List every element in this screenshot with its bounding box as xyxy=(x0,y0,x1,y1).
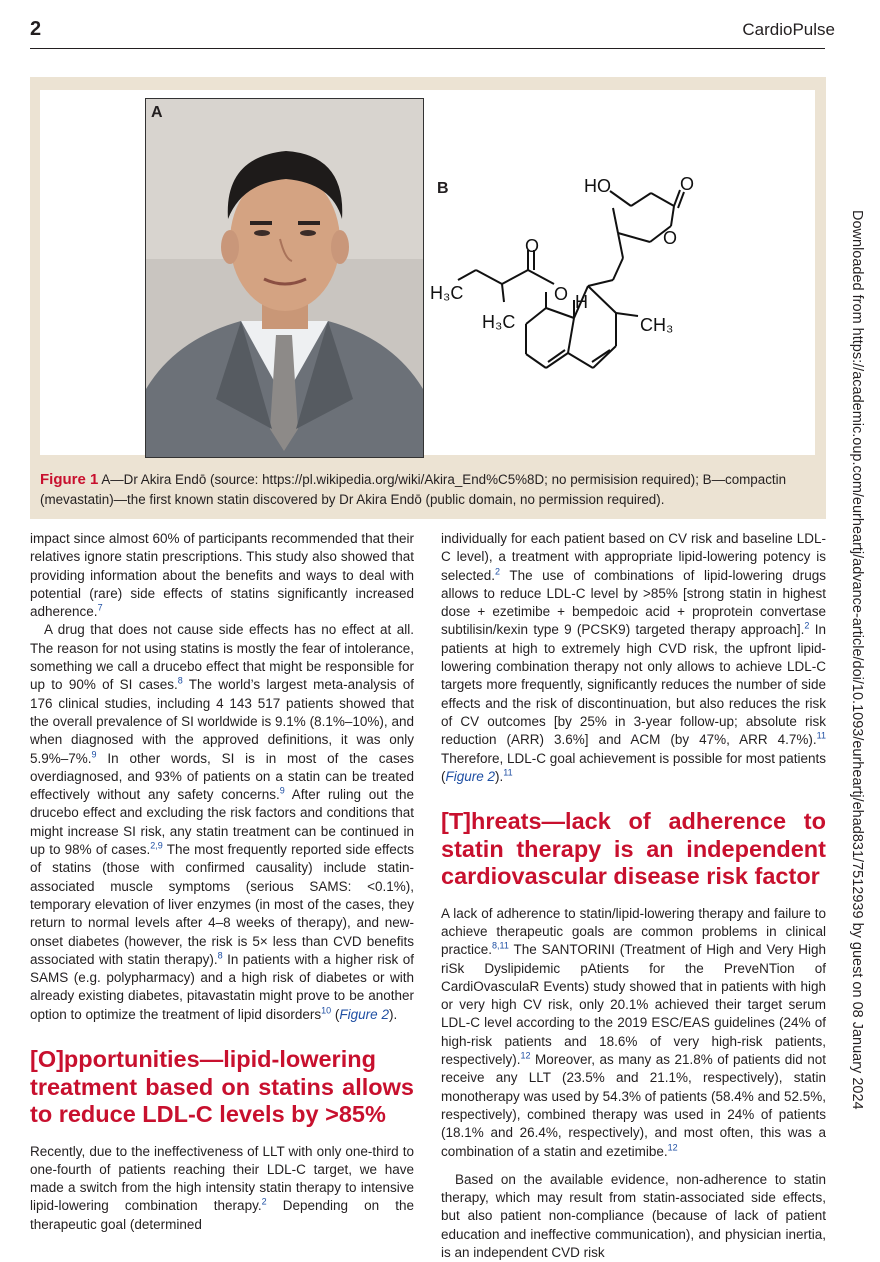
label-h3c-methyl: H₃C xyxy=(482,312,516,332)
header-rule xyxy=(30,48,825,49)
citation[interactable]: 12 xyxy=(520,1050,531,1061)
label-o-ring: O xyxy=(663,228,678,248)
paragraph xyxy=(30,1143,414,1234)
citation[interactable]: 7 xyxy=(97,602,103,613)
right-column xyxy=(441,530,826,1262)
paragraph xyxy=(441,905,826,1161)
citation[interactable]: 8,11 xyxy=(492,940,509,951)
label-h3c-left: H₃C xyxy=(430,283,464,303)
label-o-ester-dbl: O xyxy=(525,236,540,256)
section-heading-threats: [T]hreats—lack of adherence to statin therapy is an independent cardiovascular disease risk factor xyxy=(441,808,826,890)
text-run: Recently, due to the ineffectiveness of LLT with only one-third to one-fourth of patients reaching their LDL-C target, we have made a switch from the high intensity statin therapy to intensive lipid-lowering combination therapy. xyxy=(30,1143,414,1214)
panel-a-label: A xyxy=(151,104,163,121)
paragraph xyxy=(441,530,826,786)
compactin-structure xyxy=(428,168,748,400)
paragraph xyxy=(441,1171,826,1262)
citation[interactable]: 12 xyxy=(667,1142,678,1153)
text-run: Moreover, as many as 21.8% of patients did not receive any LLT (23.5% and 21.1%, respectively), statin monotherapy was used by 54.3% of patients (58.4% and 52.5%, respectively), combined therapy was used in 24% of patients (18.1% and 26.4%, respectively), and most often, this was a combination of a statin and ezetimibe. xyxy=(441,1052,826,1159)
panel-b-label: B xyxy=(437,180,449,197)
paragraph xyxy=(30,530,414,621)
label-ch3: CH₃ xyxy=(640,315,674,335)
text-run: In other words, SI is in most of the cases overdiagnosed, and 93% of patients on a statin can be treated effectively without any safety concerns. xyxy=(30,750,414,803)
left-column xyxy=(30,530,414,1234)
text-run: The world’s largest meta-analysis of 176 clinical studies, including 4 143 517 patients showed that the overall prevalence of SI worldwide is 9.1% (8.1%–10%), and when diagnosed with the approved definitions, it was only 5.9%–7%. xyxy=(30,677,414,766)
text-run: The most frequently reported side effects of statins (those with confirmed causality) include statin-associated muscle symptoms (serious SAMS: <0.1%), temporary elevation of liver enzymes (in most of the cases, they return to normal levels after 4–8 weeks of therapy), and new-onset diabetes (however, the risk is 5× less than CVD benefits associated with statin therapy). xyxy=(30,842,414,967)
label-o-ester: O xyxy=(554,284,569,304)
citation[interactable]: 11 xyxy=(503,767,513,778)
text-run: The use of combinations of lipid-lowering drugs allows to reduce LDL-C level by >85% [strong statin in highest dose + ezetimibe + bempedoic acid + proprotein convertase subtilisin/kexin type 9 (PCSK9) targeted therapy approach]. xyxy=(441,567,826,638)
download-note xyxy=(846,210,868,1110)
citation[interactable]: 8 xyxy=(177,675,183,686)
text-run: After ruling out the drucebo effect and excluding the risk factors and conditions that might increase SI risk, any statin treatment can be continued in up to 98% of cases. xyxy=(30,787,414,858)
text-run: ). xyxy=(388,1006,398,1022)
citation[interactable]: 9 xyxy=(91,749,97,760)
citation[interactable]: 8 xyxy=(217,950,223,961)
download-note-text[interactable]: Downloaded from https://academic.oup.com/eurheartj/advance-article/doi/10.1093/eurheartj/ehad831/7512939 by guest on 08 January 2024 xyxy=(849,210,865,1110)
citation[interactable]: 9 xyxy=(279,785,285,796)
text-run: In patients with a higher risk of SAMS (e.g. polypharmacy) and a high risk of diabetes or with already existing diabetes, pitavastatin might prove to be another option to optimize the treatment of lipid disorders xyxy=(30,951,415,1022)
label-o-ketone: O xyxy=(680,174,695,194)
portrait-illustration xyxy=(146,99,423,457)
citation[interactable]: 2 xyxy=(495,566,501,577)
figure-label: Figure 1 xyxy=(40,471,99,488)
portrait-photo xyxy=(145,98,424,458)
text-run: The SANTORINI (Treatment of High and Very High riSk Dyslipidemic pAtients for the PreveNTion of CardiOvasculaR Events) study showed that in patients with high or very high CV risk, only 20.1% achieved their target serum LDL-C level according to the 2019 ESC/EAS guidelines (24% of high-risk patients and 18.6% of very high-risk patients, respectively). xyxy=(441,942,826,1068)
text-run: In patients at high to extremely high CVD risk, the upfront lipid-lowering combination therapy not only allows to achieve LDL-C targets more frequently, significantly reduces the number of side effects and the risk of discontinuation, but also reduces the risk of CV outcomes [by 25% in 3-year follow-up; absolute risk reduction (ARR) 3.6%] and ACM (by 47%, ARR 4.7%). xyxy=(441,622,826,748)
text-run: Based on the available evidence, non-adherence to statin therapy, which may result from statin-associated side effects, but also patient non-compliance (because of lack of patient education and ineffective communication), and physician inertia, is an independent CVD risk xyxy=(441,1171,826,1260)
text-run: individually for each patient based on CV risk and baseline LDL-C level), a treatment with appropriate lipid-lowering potency is selected. xyxy=(441,531,826,583)
text-run: A lack of adherence to statin/lipid-lowering therapy and failure to achieve therapeutic goals are common problems in clinical practice. xyxy=(441,905,826,958)
citation[interactable]: 2 xyxy=(804,620,810,631)
citation[interactable]: 10 xyxy=(321,1005,332,1016)
citation[interactable]: 2,9 xyxy=(150,840,163,851)
text-run: Therefore, LDL-C goal achievement is possible for most patients ( xyxy=(441,750,826,784)
label-ho: HO xyxy=(584,176,611,196)
page-number: 2 xyxy=(30,18,42,40)
figure-link[interactable]: Figure 2 xyxy=(339,1006,389,1022)
text-run: Depending on the therapeutic goal (determined xyxy=(30,1198,415,1232)
text-run: impact since almost 60% of participants recommended that their relatives ignore statin prescriptions. This study also showed that providing information about the benefits and ways to deal with potential (rare) side effects of statins significantly increased adherence. xyxy=(30,531,414,620)
figure-caption-text: A—Dr Akira Endō (source: https://pl.wikipedia.org/wiki/Akira_End%C5%8D; no permisision required); B—compactin (mevastatin)—the first known statin discovered by Dr Akira Endō (public domain, no permission required). xyxy=(40,472,787,507)
citation[interactable]: 2 xyxy=(261,1196,267,1207)
figure-caption xyxy=(40,470,815,510)
label-h: H xyxy=(575,292,588,312)
citation[interactable]: 11 xyxy=(816,730,826,741)
journal-name: CardioPulse xyxy=(742,20,835,39)
paragraph xyxy=(30,621,414,1024)
text-run: A drug that does not cause side effects has no effect at all. The reason for not using statins is mostly the fear of intolerance, something we call a drucebo effect that might be responsible for up to 90% of SI cases. xyxy=(30,622,414,693)
figure-link[interactable]: Figure 2 xyxy=(445,768,496,784)
text-run: ). xyxy=(495,768,504,784)
text-run: ( xyxy=(331,1006,340,1022)
section-heading-opportunities: [O]pportunities—lipid-lowering treatment based on statins allows to reduce LDL-C levels by >85% xyxy=(30,1046,414,1128)
